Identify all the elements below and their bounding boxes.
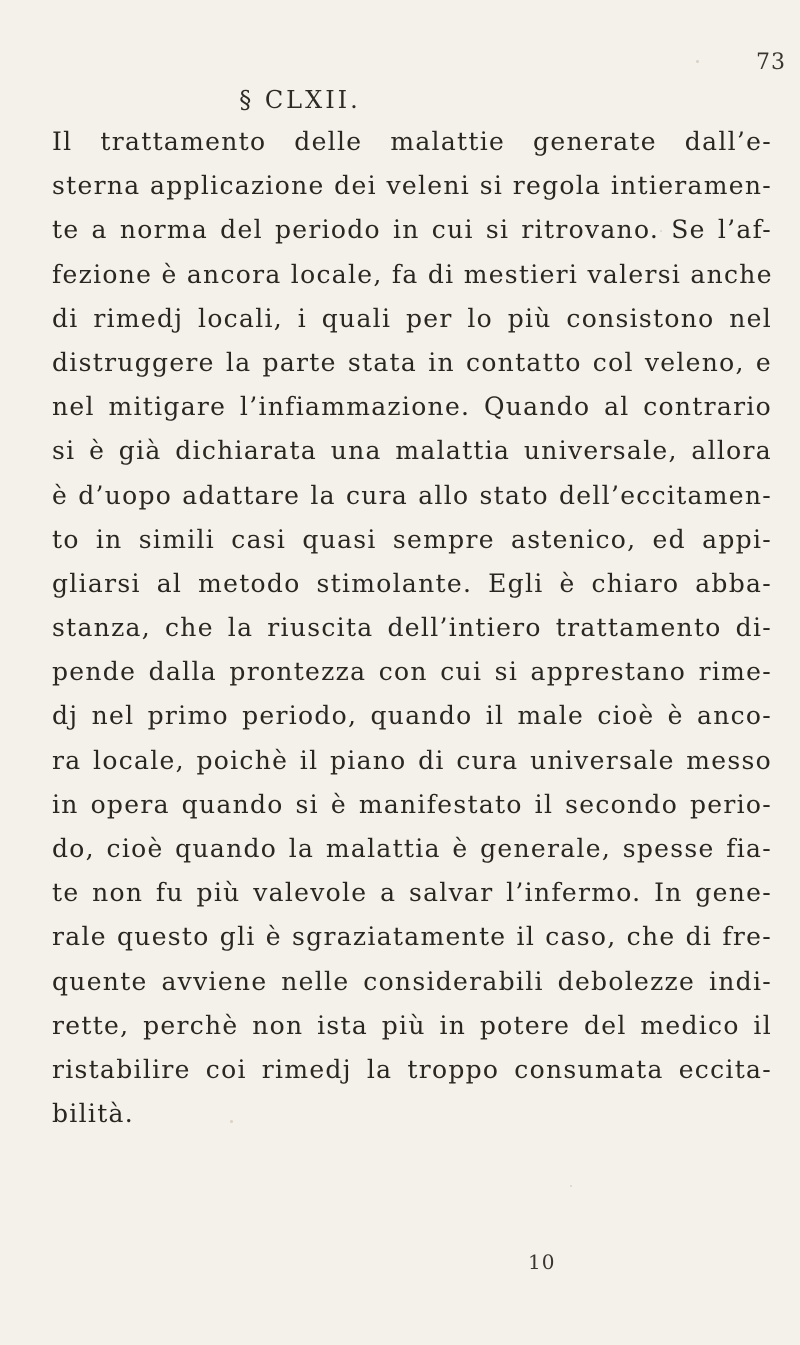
paragraph-line: rette, perchè non ista più in potere del medico il <box>52 1010 772 1040</box>
paper-speck <box>660 230 662 232</box>
paper-speck <box>230 1120 233 1123</box>
paragraph-line: bilità. <box>52 1099 134 1129</box>
paragraph-line: ristabilire coi rimedj la troppo consumata eccita- <box>52 1054 772 1084</box>
paper-speck <box>696 60 699 63</box>
paragraph-line: sterna applicazione dei veleni si regola intieramen- <box>52 171 772 201</box>
paragraph-line: si è già dichiarata una malattia universale, allora <box>52 436 772 466</box>
paragraph-line: rale questo gli è sgraziatamente il caso, che di fre- <box>52 922 772 952</box>
paper-speck <box>570 1185 572 1187</box>
paragraph-line: ra locale, poichè il piano di cura universale messo <box>52 745 772 775</box>
paragraph-line: te a norma del periodo in cui si ritrovano. Se l’af- <box>52 215 772 245</box>
paragraph-line: do, cioè quando la malattia è generale, spesse fia- <box>52 834 772 863</box>
paragraph-line: quente avviene nelle considerabili debolezze indi- <box>52 966 772 996</box>
paragraph-line: fezione è ancora locale, fa di mestieri valersi anche <box>52 259 773 289</box>
paragraph-line: dj nel primo periodo, quando il male cioè è anco- <box>52 701 772 731</box>
paragraph-line: è d’uopo adattare la cura allo stato dell’eccitamen- <box>52 480 772 510</box>
paragraph-line: nel mitigare l’infiammazione. Quando al contrario <box>52 392 772 422</box>
section-heading: § CLXII. <box>239 86 361 114</box>
paragraph-line: distruggere la parte stata in contatto col veleno, e <box>52 347 772 377</box>
signature-mark: 10 <box>528 1250 556 1274</box>
paragraph-line: to in simili casi quasi sempre astenico, ed appi- <box>52 524 772 554</box>
paragraph-line: gliarsi al metodo stimolante. Egli è chiaro abba- <box>52 568 772 598</box>
paragraph <box>52 120 772 1136</box>
paragraph-line: in opera quando si è manifestato il secondo perio- <box>52 789 772 819</box>
paragraph-line: pende dalla prontezza con cui si apprestano rime- <box>52 657 772 687</box>
paragraph-line: te non fu più valevole a salvar l’infermo. In gene- <box>52 878 772 908</box>
page-number: 73 <box>756 50 786 75</box>
paragraph-line: di rimedj locali, i quali per lo più consistono nel <box>52 303 772 333</box>
paragraph-line: stanza, che la riuscita dell’intiero trattamento di- <box>52 613 772 643</box>
paragraph-line: Il trattamento delle malattie generate dall’e- <box>52 127 772 156</box>
